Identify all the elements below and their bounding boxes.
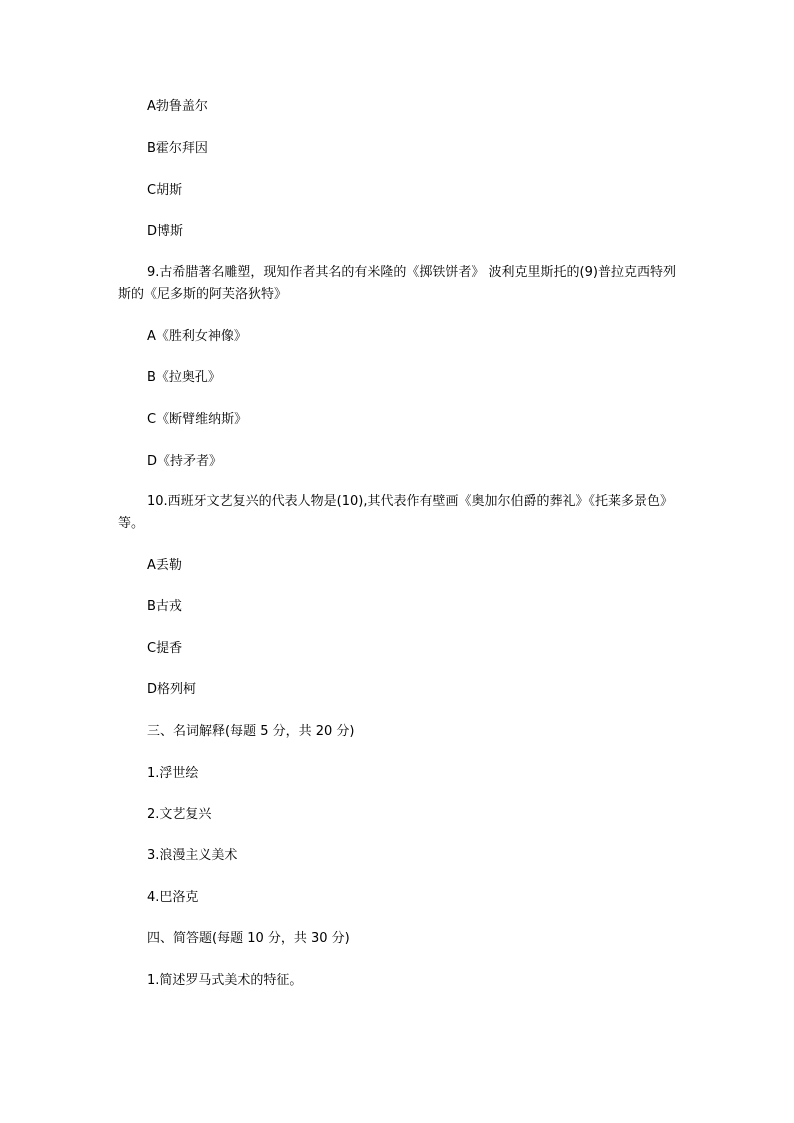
q9-option-d: D《持矛者》 [147,454,223,469]
q9-option-a: A《胜利女神像》 [147,329,247,344]
q10-option-c: C提香 [147,641,183,656]
section-4-heading: 四、简答题(每题 10 分，共 30 分) [147,931,350,946]
term-item-1: 1.浮世绘 [147,766,199,781]
q9-option-b: B《拉奥孔》 [147,370,221,385]
q10-option-b: B古戎 [147,599,182,614]
q8-option-d: D博斯 [147,224,184,239]
term-item-4: 4.巴洛克 [147,890,199,905]
question-10: 10.西班牙文艺复兴的代表人物是(10),其代表作有壁画《奥加尔伯爵的葬礼》《托莱多景色》等。 [118,494,673,531]
q10-option-d: D格列柯 [147,682,197,697]
q9-option-c: C《断臂维纳斯》 [147,412,248,427]
q10-option-a: A丢勒 [147,558,182,573]
term-item-3: 3.浪漫主义美术 [147,848,238,863]
q8-option-b: B霍尔拜因 [147,141,208,156]
section-3-heading: 三、名词解释(每题 5 分，共 20 分) [147,724,355,739]
short-answer-item-1: 1.简述罗马式美术的特征。 [147,973,303,988]
term-item-2: 2.文艺复兴 [147,807,212,822]
question-9: 9.古希腊著名雕塑，现知作者其名的有米隆的《掷铁饼者》 波利克里斯托的(9)普拉克西特列斯的《尼多斯的阿芙洛狄特》 [118,265,676,302]
q8-option-c: C胡斯 [147,183,183,198]
q8-option-a: A勃鲁盖尔 [147,99,208,114]
